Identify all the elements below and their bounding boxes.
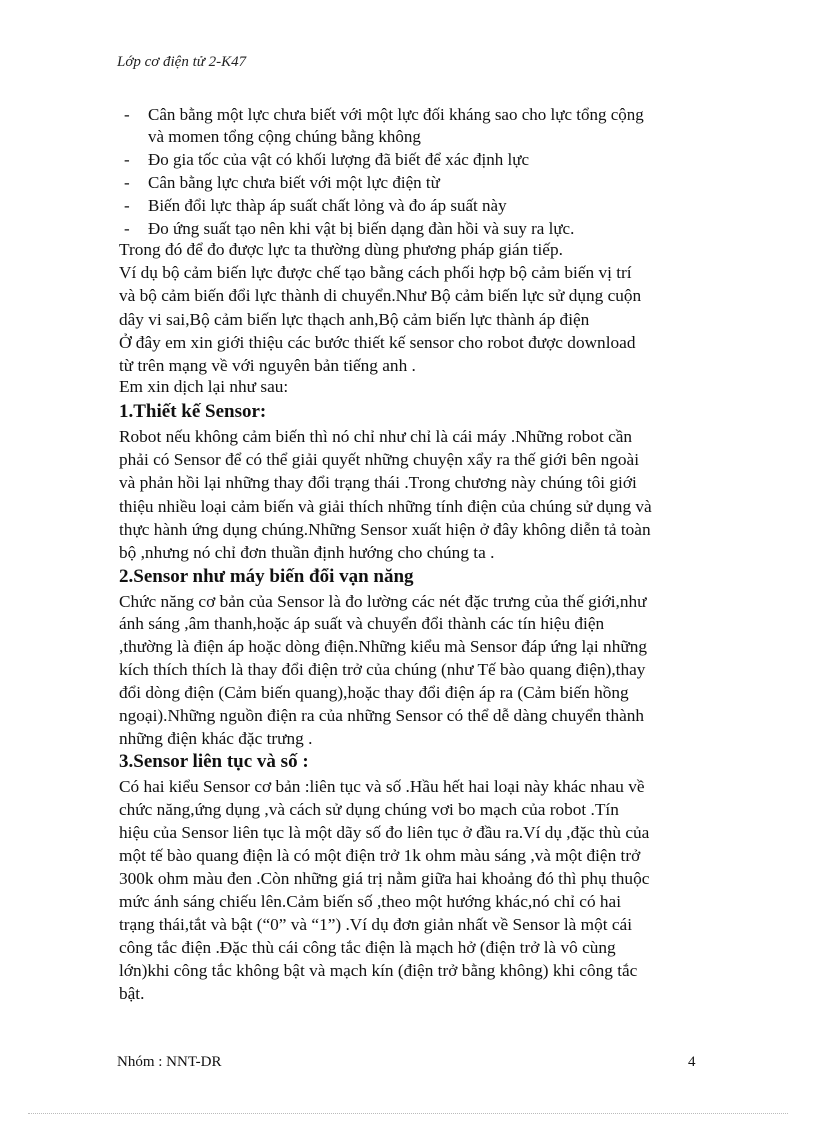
paragraph-line: công tắc điện .Đặc thù cái công tắc điện là mạch hở (điện trở là vô cùng (119, 938, 616, 957)
paragraph-line: Có hai kiểu Sensor cơ bản :liên tục và số .Hầu hết hai loại này khác nhau về (119, 777, 645, 796)
paragraph-line: những điện khác đặc trưng . (119, 729, 313, 748)
paragraph-line: đổi dòng điện (Cảm biến quang),hoặc thay đổi điện áp ra (Cảm biến hồng (119, 683, 629, 702)
bullet-marker: - (124, 196, 130, 215)
paragraph-line: bộ ,nhưng nó chỉ đơn thuần định hướng cho chúng ta . (119, 543, 495, 562)
paragraph-line: phải có Sensor để có thể giải quyết những chuyện xẩy ra thế giới bên ngoài (119, 450, 639, 469)
paragraph-line: ánh sáng ,âm thanh,hoặc áp suất và chuyển đổi thành các tín hiệu điện (119, 614, 605, 633)
bullet-marker: - (124, 105, 130, 124)
paragraph-line: mức ánh sáng chiếu lên.Cảm biến số ,theo một hướng khác,nó chỉ có hai (119, 892, 622, 911)
paragraph-line: chức năng,ứng dụng ,và cách sử dụng chúng vơi bo mạch của robot .Tín (119, 800, 619, 819)
paragraph-line: một tế bào quang điện là có một điện trở 1k ohm màu sáng ,và một điện trở (119, 846, 641, 865)
paragraph-line: thiệu nhiều loại cảm biến và giải thích những tính điện của chúng sử dụng và (119, 497, 652, 516)
paragraph-line: Em xin dịch lại như sau: (119, 377, 289, 396)
paragraph-line: từ trên mạng về với nguyên bản tiếng anh . (119, 356, 416, 375)
paragraph-line: dây vi sai,Bộ cảm biến lực thạch anh,Bộ cảm biến lực thành áp điện (119, 310, 590, 329)
paragraph-line: ngoại).Những nguồn điện ra của những Sensor có thể dễ dàng chuyển thành (119, 706, 645, 725)
paragraph-line: ,thường là điện áp hoặc dòng điện.Những kiểu mà Sensor đáp ứng lại những (119, 637, 647, 656)
section-heading: 1.Thiết kế Sensor: (119, 401, 267, 422)
bottom-dotted-rule (28, 1113, 788, 1114)
bullet-text: Đo ứng suất tạo nên khi vật bị biến dạng đàn hồi và suy ra lực. (148, 219, 575, 238)
paragraph-line: và bộ cảm biến đổi lực thành di chuyển.Như Bộ cảm biến lực sử dụng cuộn (119, 286, 642, 305)
paragraph-line: 300k ohm màu đen .Còn những giá trị nằm giữa hai khoảng đó thì phụ thuộc (119, 869, 650, 888)
paragraph-line: Ví dụ bộ cảm biến lực được chế tạo bằng cách phối hợp bộ cảm biến vị trí (119, 263, 632, 282)
bullet-marker: - (124, 219, 130, 238)
paragraph-line: lớn)khi công tắc không bật và mạch kín (điện trở bằng không) khi công tắc (119, 961, 638, 980)
page-number: 4 (688, 1054, 696, 1070)
paragraph-line: Trong đó để đo được lực ta thường dùng phương pháp gián tiếp. (119, 240, 563, 259)
bullet-text: và momen tổng cộng chúng bằng không (148, 127, 421, 146)
bullet-marker: - (124, 173, 130, 192)
paragraph-line: kích thích thích là thay đổi điện trở của chúng (như Tế bào quang điện),thay (119, 660, 646, 679)
paragraph-line: Chức năng cơ bản của Sensor là đo lường các nét đặc trưng của thế giới,như (119, 592, 647, 611)
bullet-text: Cân bằng một lực chưa biết với một lực đối kháng sao cho lực tổng cộng (148, 105, 644, 124)
footer-group: Nhóm : NNT-DR (117, 1054, 222, 1070)
page-header: Lớp cơ điện tử 2-K47 (117, 54, 247, 70)
bullet-text: Đo gia tốc của vật có khối lượng đã biết để xác định lực (148, 150, 529, 169)
paragraph-line: Robot nếu không cảm biến thì nó chỉ như chỉ là cái máy .Những robot cần (119, 427, 633, 446)
paragraph-line: trạng thái,tắt và bật (“0” và “1”) .Ví dụ đơn giản nhất về Sensor là một cái (119, 915, 633, 934)
bullet-marker: - (124, 150, 130, 169)
bullet-text: Biến đổi lực thàp áp suất chất lỏng và đo áp suất này (148, 196, 507, 215)
paragraph-line: và phản hồi lại những thay đổi trạng thái .Trong chương này chúng tôi giới (119, 473, 637, 492)
paragraph-line: bật. (119, 984, 145, 1003)
section-heading: 3.Sensor liên tục và số : (119, 751, 309, 772)
paragraph-line: Ở đây em xin giới thiệu các bước thiết kế sensor cho robot được download (119, 333, 636, 352)
paragraph-line: thực hành ứng dụng chúng.Những Sensor xuất hiện ở đây không diễn tả toàn (119, 520, 651, 539)
bullet-text: Cân bằng lực chưa biết với một lực điện từ (148, 173, 440, 192)
section-heading: 2.Sensor như máy biến đổi vạn năng (119, 566, 414, 587)
paragraph-line: hiệu của Sensor liên tục là một dãy số đo liên tục ở đầu ra.Ví dụ ,đặc thù của (119, 823, 650, 842)
